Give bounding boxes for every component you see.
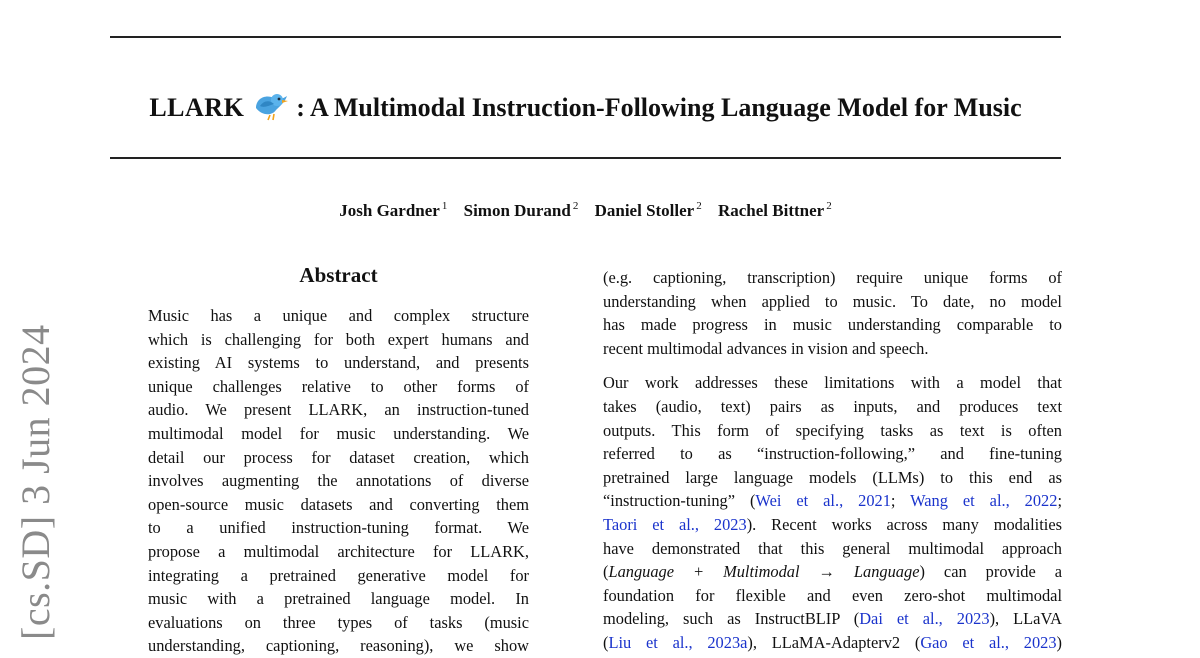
abstract-line: involves augmenting the annotations of diverse	[148, 471, 529, 491]
paper-title	[110, 88, 1061, 129]
abstract-line: understanding, captioning, reasoning), we show	[148, 636, 529, 656]
text-line: takes (audio, text) pairs as inputs, and produces text	[603, 396, 1062, 416]
abstract-line: detail our process for dataset creation, which	[148, 447, 529, 467]
intro-paragraph-1	[603, 266, 1062, 360]
abstract-line: Music has a unique and complex structure	[148, 306, 529, 325]
citation-link[interactable]: Dai et al., 2023	[859, 609, 990, 629]
abstract-line: multimodal model for music understanding. We	[148, 423, 529, 443]
author: Simon Durand $^2$	[463, 200, 579, 220]
citation-link[interactable]: Wang et al., 2022	[910, 491, 1058, 511]
title-rest: : A Multimodal Instruction-Following Language Model for Music	[296, 93, 1022, 122]
abstract-line: propose a multimodal architecture for LLARK,	[148, 541, 529, 561]
abstract-line: music with a pretrained language model. In	[148, 589, 529, 609]
author: Josh Gardner $^1$	[339, 200, 448, 220]
title-model-name: LLARK	[149, 93, 245, 122]
text-line: (Language + Multimodal → Language) can provide a	[603, 562, 1062, 582]
text-line: have demonstrated that this general multimodal approach	[603, 538, 1062, 558]
abstract-line: to a unified instruction-tuning format. We	[148, 518, 529, 538]
text-line: “instruction-tuning” (Wei et al., 2021; Wang et al., 2022;	[603, 491, 1063, 511]
title-top-rule	[110, 36, 1061, 38]
text-line: referred to as “instruction-following,” and fine-tuning	[603, 444, 1062, 464]
text-line: modeling, such as InstructBLIP (Dai et al., 2023), LLaVA	[603, 609, 1063, 629]
abstract-line: existing AI systems to understand, and presents	[148, 353, 529, 373]
abstract-line: integrating a pretrained generative model for	[148, 565, 529, 585]
citation-link[interactable]: Taori et al., 2023	[603, 514, 747, 534]
text-line: foundation for flexible and even zero-shot multimodal	[603, 585, 1062, 605]
intro-paragraph-2	[603, 371, 1062, 654]
author: Rachel Bittner $^2$	[717, 200, 832, 220]
abstract-heading: Abstract	[299, 263, 378, 287]
arxiv-stamp: [cs.SD] 3 Jun 2024	[13, 324, 58, 640]
citation-link[interactable]: Wei et al., 2021	[755, 491, 891, 511]
author: Daniel Stoller $^2$	[594, 200, 702, 220]
bird-icon	[250, 88, 290, 129]
text-line: (Liu et al., 2023a), LLaMA-Adapterv2 (Gao et al., 2023)	[603, 632, 1063, 652]
abstract-line: open-source music datasets and converting them	[148, 494, 529, 514]
text-line: has made progress in music understanding comparable to	[603, 315, 1062, 335]
abstract-line: audio. We present LLARK, an instruction-tuned	[148, 400, 529, 420]
text-line: understanding when applied to music. To date, no model	[603, 291, 1062, 311]
text-line: Our work addresses these limitations with a model that	[603, 373, 1062, 393]
citation-link[interactable]: Liu et al., 2023a	[608, 632, 748, 652]
text-line: (e.g. captioning, transcription) require unique forms of	[603, 268, 1062, 287]
abstract-line: evaluations on three types of tasks (music	[148, 612, 529, 632]
abstract-line: unique challenges relative to other forms of	[148, 376, 529, 396]
italic-formula: Language + Multimodal → Language	[608, 562, 920, 582]
title-bottom-rule	[110, 157, 1061, 159]
text-line: recent multimodal advances in vision and speech.	[603, 338, 929, 358]
citation-link[interactable]: Gao et al., 2023	[920, 632, 1057, 652]
text-line: pretrained large language models (LLMs) to this end as	[603, 467, 1062, 487]
text-line: Taori et al., 2023). Recent works across many modalities	[603, 514, 1063, 534]
text-line: outputs. This form of specifying tasks as text is often	[603, 420, 1062, 440]
intro-body	[603, 266, 1062, 655]
abstract-line: which is challenging for both expert humans and	[148, 329, 529, 349]
abstract-body	[148, 304, 529, 658]
author-list	[110, 200, 1061, 221]
